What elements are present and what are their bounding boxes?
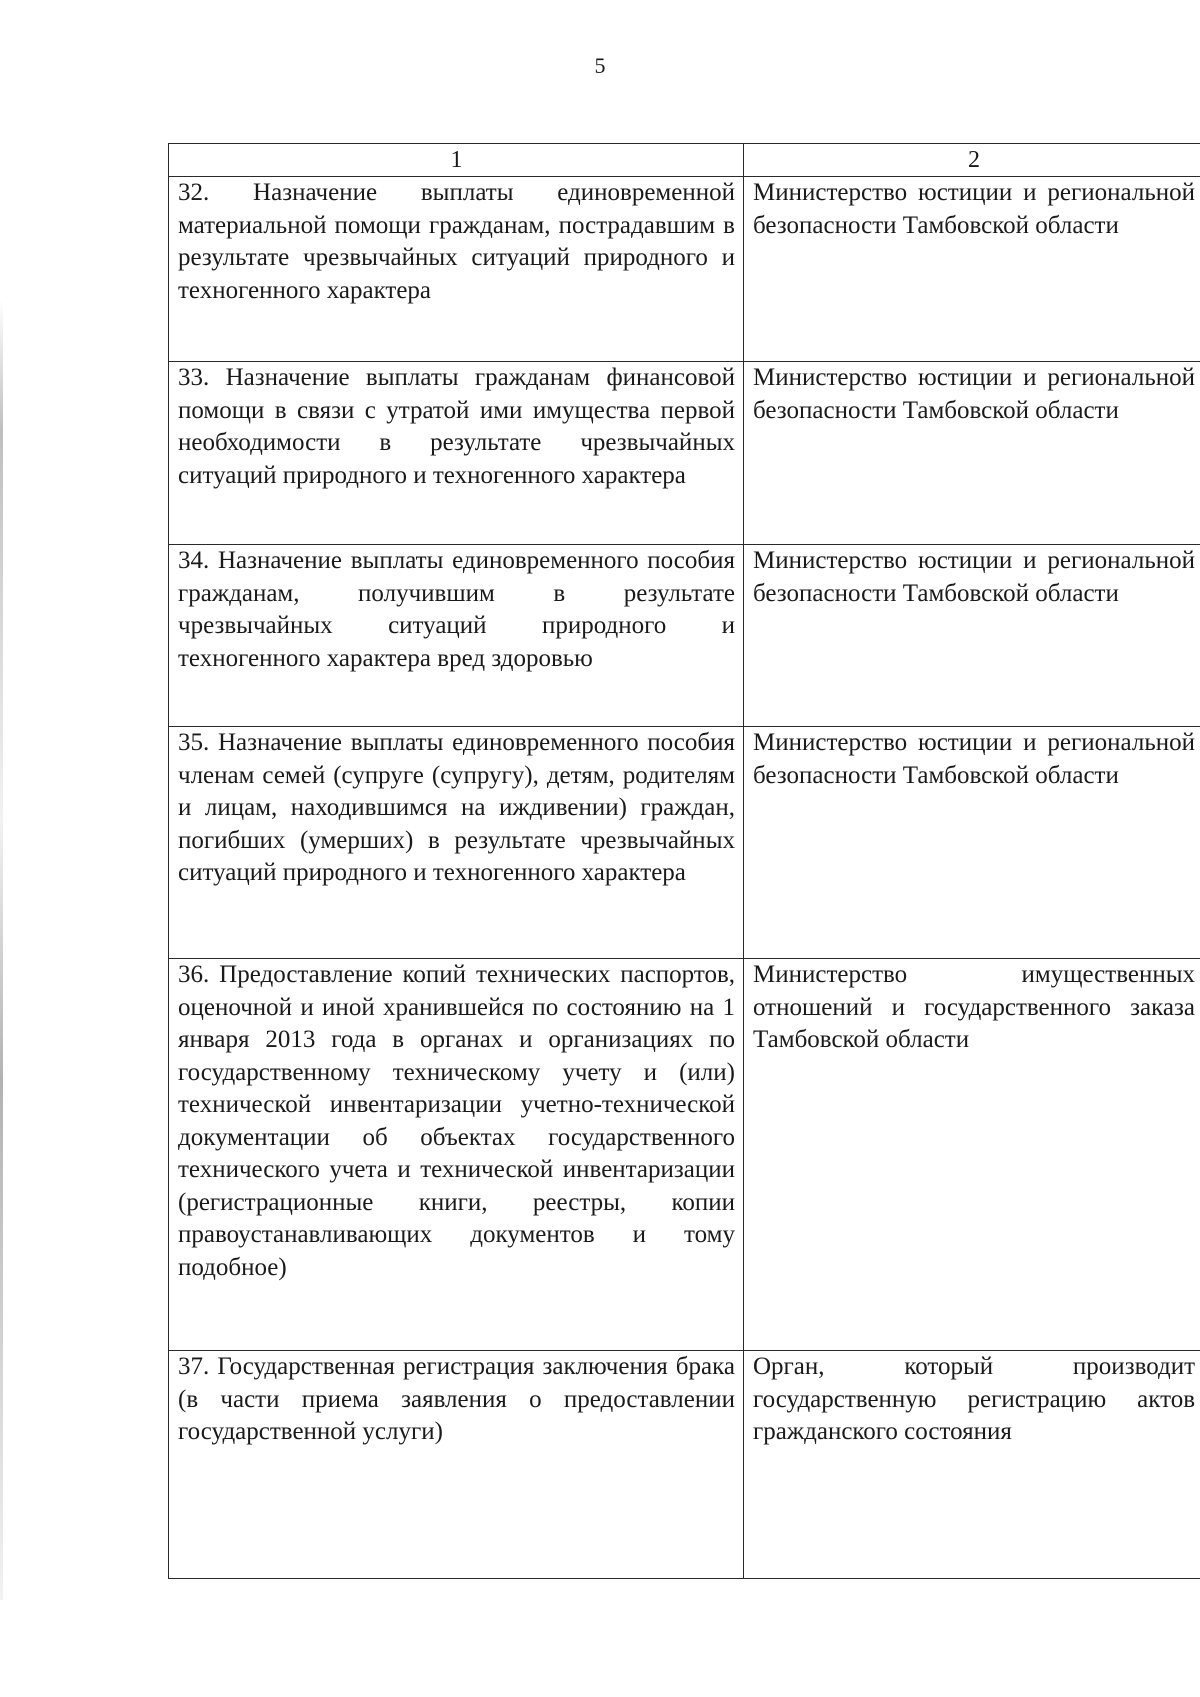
table-header-row: [169, 144, 1200, 177]
authority-cell: Министерство юстиции и региональной безопасности Тамбовской области: [744, 727, 1200, 959]
authority-cell: Министерство юстиции и региональной безопасности Тамбовской области: [744, 362, 1200, 545]
service-cell: 33. Назначение выплаты гражданам финансовой помощи в связи с утратой ими имущества первой необходимости в результате чрезвычайных ситуаций природного и техногенного характера: [169, 362, 744, 545]
table-row: [169, 177, 1200, 362]
table-row: [169, 1351, 1200, 1579]
page-number: 5: [594, 53, 606, 78]
services-table: [168, 143, 1200, 1579]
authority-cell: Орган, который производит государственную регистрацию актов гражданского состояния: [744, 1351, 1200, 1579]
service-cell: 35. Назначение выплаты единовременного пособия членам семей (супруге (супругу), детям, родителям и лицам, находившимся на иждивении) граждан, погибших (умерших) в результате чрезвычайных ситуаций природного и техногенного характера: [169, 727, 744, 959]
authority-cell: Министерство юстиции и региональной безопасности Тамбовской области: [744, 177, 1200, 362]
column-header-1: 1: [169, 144, 744, 177]
service-cell: 36. Предоставление копий технических паспортов, оценочной и иной хранившейся по состоянию на 1 января 2013 года в органах и организациях по государственному техническому учету и (или) технической инвентаризации учетно-технической документации об объектах государственного технического учета и технической инвентаризации (регистрационные книги, реестры, копии правоустанавливающих документов и тому подобное): [169, 959, 744, 1351]
table-row: [169, 362, 1200, 545]
service-cell: 32. Назначение выплаты единовременной материальной помощи гражданам, пострадавшим в результате чрезвычайных ситуаций природного и техногенного характера: [169, 177, 744, 362]
scan-edge-artifact: [0, 300, 3, 1600]
table-row: [169, 727, 1200, 959]
authority-cell: Министерство имущественных отношений и государственного заказа Тамбовской области: [744, 959, 1200, 1351]
authority-cell: Министерство юстиции и региональной безопасности Тамбовской области: [744, 545, 1200, 727]
table-row: [169, 545, 1200, 727]
service-cell: 37. Государственная регистрация заключения брака (в части приема заявления о предоставлении государственной услуги): [169, 1351, 744, 1579]
table-row: [169, 959, 1200, 1351]
column-header-2: 2: [744, 144, 1200, 177]
service-cell: 34. Назначение выплаты единовременного пособия гражданам, получившим в результате чрезвычайных ситуаций природного и техногенного характера вред здоровью: [169, 545, 744, 727]
